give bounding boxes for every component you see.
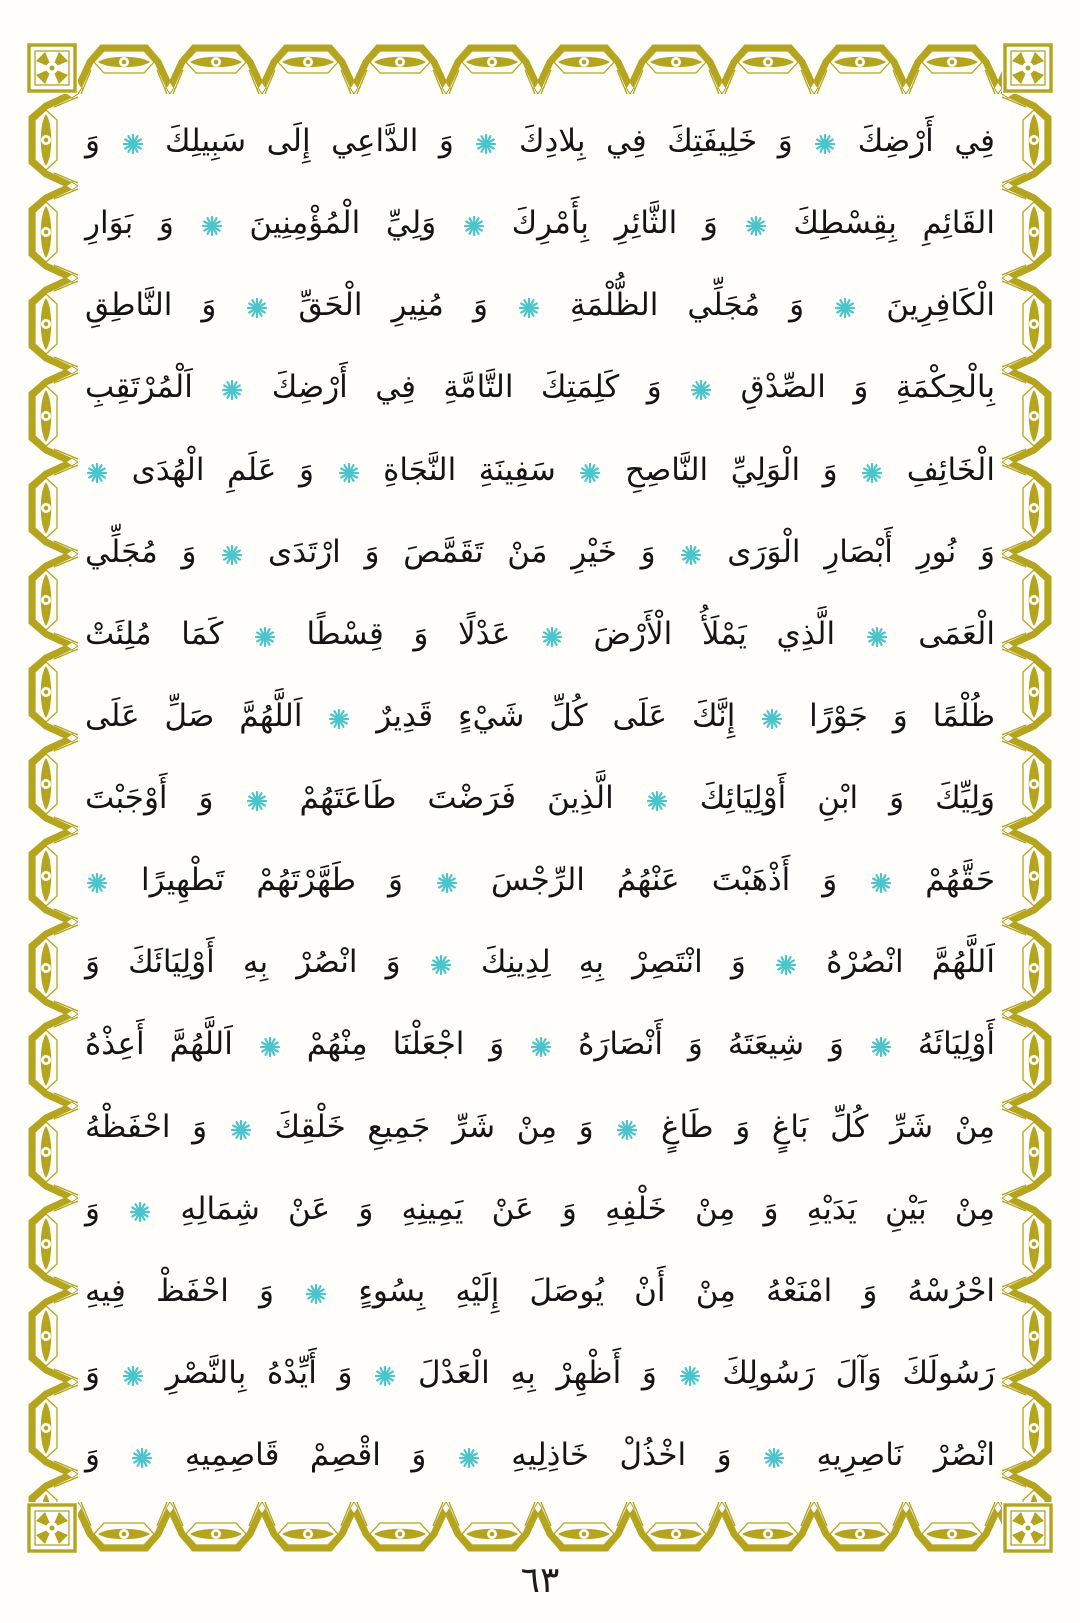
separator-asterisk bbox=[258, 1005, 282, 1083]
border-ornament-top bbox=[78, 42, 1002, 94]
separator-asterisk bbox=[529, 1005, 553, 1083]
asterisk-separator-icon bbox=[531, 1037, 551, 1057]
separator-asterisk bbox=[678, 1334, 702, 1412]
prayer-text-block bbox=[85, 102, 995, 1494]
asterisk-separator-icon bbox=[776, 955, 796, 975]
separator-asterisk bbox=[462, 184, 486, 262]
asterisk-separator-icon bbox=[647, 791, 667, 811]
separator-asterisk bbox=[744, 184, 768, 262]
asterisk-separator-icon bbox=[87, 463, 107, 483]
separator-asterisk bbox=[304, 1252, 328, 1330]
text-line: الْخَائِفِ وَ الْوَلِيِّ النَّاصِحِ سَفِينَةِ النَّجَاةِ وَ عَلَمِ الْهُدَى bbox=[85, 431, 995, 509]
text-line: مِنْ بَيْنِ يَدَيْهِ وَ مِنْ خَلْفِهِ وَ عَنْ يَمِينِهِ وَ عَنْ شِمَالِهِ وَ bbox=[85, 1170, 995, 1248]
asterisk-separator-icon bbox=[260, 1037, 280, 1057]
asterisk-separator-icon bbox=[542, 627, 562, 647]
separator-asterisk bbox=[245, 759, 269, 837]
separator-asterisk bbox=[833, 266, 857, 344]
separator-asterisk bbox=[337, 431, 361, 509]
separator-asterisk bbox=[679, 513, 703, 591]
text-line: بِالْحِكْمَةِ وَ الصِّدْقِ وَ كَلِمَتِكَ التَّامَّةِ فِي أَرْضِكَ اَلْمُرْتَقِبِ bbox=[85, 348, 995, 426]
asterisk-separator-icon bbox=[437, 873, 457, 893]
separator-asterisk bbox=[760, 677, 784, 755]
asterisk-separator-icon bbox=[815, 134, 835, 154]
asterisk-separator-icon bbox=[255, 627, 275, 647]
separator-asterisk bbox=[762, 1416, 786, 1494]
text-line: الْعَمَى الَّذِي يَمْلَأُ الْأَرْضَ عَدْلًا وَ قِسْطًا كَمَا مُلِئَتْ bbox=[85, 595, 995, 673]
corner-ornament-top-right bbox=[1002, 42, 1054, 94]
separator-asterisk bbox=[429, 923, 453, 1001]
asterisk-separator-icon bbox=[202, 216, 222, 236]
asterisk-separator-icon bbox=[123, 134, 143, 154]
asterisk-separator-icon bbox=[746, 216, 766, 236]
asterisk-separator-icon bbox=[375, 1366, 395, 1386]
asterisk-separator-icon bbox=[431, 955, 451, 975]
asterisk-separator-icon bbox=[871, 873, 891, 893]
asterisk-separator-icon bbox=[764, 1448, 784, 1468]
separator-asterisk bbox=[457, 1416, 481, 1494]
text-line: احْرُسْهُ وَ امْنَعْهُ مِنْ أَنْ يُوصَلَ إِلَيْهِ بِسُوءٍ وَ احْفَظْ فِيهِ bbox=[85, 1252, 995, 1330]
border-ornament-bottom bbox=[78, 1502, 1002, 1554]
separator-asterisk bbox=[869, 1005, 893, 1083]
asterisk-separator-icon bbox=[231, 1120, 251, 1140]
separator-asterisk bbox=[253, 595, 277, 673]
separator-asterisk bbox=[200, 184, 224, 262]
asterisk-separator-icon bbox=[459, 1448, 479, 1468]
asterisk-separator-icon bbox=[132, 1448, 152, 1468]
asterisk-separator-icon bbox=[617, 1120, 637, 1140]
corner-ornament-top-left bbox=[26, 42, 78, 94]
asterisk-separator-icon bbox=[222, 545, 242, 565]
asterisk-separator-icon bbox=[247, 298, 267, 318]
asterisk-separator-icon bbox=[476, 134, 496, 154]
asterisk-separator-icon bbox=[130, 1202, 150, 1222]
asterisk-separator-icon bbox=[762, 709, 782, 729]
separator-asterisk bbox=[865, 595, 889, 673]
separator-asterisk bbox=[373, 1334, 397, 1412]
separator-asterisk bbox=[578, 431, 602, 509]
border-ornament-left bbox=[26, 94, 78, 1502]
asterisk-separator-icon bbox=[87, 873, 107, 893]
separator-asterisk bbox=[517, 266, 541, 344]
asterisk-separator-icon bbox=[123, 1366, 143, 1386]
text-line: اَللَّهُمَّ انْصُرْهُ وَ انْتَصِرْ بِهِ لِدِينِكَ وَ انْصُرْ بِهِ أَوْلِيَائَكَ وَ bbox=[85, 923, 995, 1001]
asterisk-separator-icon bbox=[464, 216, 484, 236]
separator-asterisk bbox=[245, 266, 269, 344]
text-line: ظُلْمًا وَ جَوْرًا إِنَّكَ عَلَى كُلِّ شَيْءٍ قَدِيرٌ اَللَّهُمَّ صَلِّ عَلَى bbox=[85, 677, 995, 755]
asterisk-separator-icon bbox=[867, 627, 887, 647]
asterisk-separator-icon bbox=[247, 791, 267, 811]
separator-asterisk bbox=[85, 431, 109, 509]
separator-asterisk bbox=[540, 595, 564, 673]
separator-asterisk bbox=[813, 102, 837, 180]
text-line: رَسُولَكَ وَآلَ رَسُولِكَ وَ أَظْهِرْ بِهِ الْعَدْلَ وَ أَيِّدْهُ بِالنَّصْرِ وَ bbox=[85, 1334, 995, 1412]
separator-asterisk bbox=[689, 348, 713, 426]
asterisk-separator-icon bbox=[519, 298, 539, 318]
asterisk-separator-icon bbox=[580, 463, 600, 483]
separator-asterisk bbox=[774, 923, 798, 1001]
asterisk-separator-icon bbox=[680, 1366, 700, 1386]
text-line: الْكَافِرِينَ وَ مُجَلِّي الظُّلْمَةِ وَ مُنِيرِ الْحَقِّ وَ النَّاطِقِ bbox=[85, 266, 995, 344]
separator-asterisk bbox=[121, 1334, 145, 1412]
separator-asterisk bbox=[220, 348, 244, 426]
asterisk-separator-icon bbox=[862, 463, 882, 483]
corner-ornament-bottom-right bbox=[1002, 1502, 1054, 1554]
text-line: أَوْلِيَائَهُ وَ شِيعَتَهُ وَ أَنْصَارَهُ وَ اجْعَلْنَا مِنْهُمْ اَللَّهُمَّ أَعِذْهُ bbox=[85, 1005, 995, 1083]
asterisk-separator-icon bbox=[691, 380, 711, 400]
separator-asterisk bbox=[121, 102, 145, 180]
separator-asterisk bbox=[85, 841, 109, 919]
separator-asterisk bbox=[869, 841, 893, 919]
border-ornament-right bbox=[1002, 94, 1054, 1502]
asterisk-separator-icon bbox=[306, 1284, 326, 1304]
asterisk-separator-icon bbox=[681, 545, 701, 565]
separator-asterisk bbox=[860, 431, 884, 509]
text-line: انْصُرْ نَاصِرِيهِ وَ اخْذُلْ خَاذِلِيهِ وَ اقْصِمْ قَاصِمِيهِ وَ bbox=[85, 1416, 995, 1494]
text-line: فِي أَرْضِكَ وَ خَلِيفَتِكَ فِي بِلادِكَ وَ الدَّاعِي إِلَى سَبِيلِكَ وَ bbox=[85, 102, 995, 180]
separator-asterisk bbox=[220, 513, 244, 591]
asterisk-separator-icon bbox=[835, 298, 855, 318]
asterisk-separator-icon bbox=[329, 709, 349, 729]
text-line: القَائِمِ بِقِسْطِكَ وَ الثَّائِرِ بِأَمْرِكَ وَلِيِّ الْمُؤْمِنِينَ وَ بَوَارِ bbox=[85, 184, 995, 262]
separator-asterisk bbox=[645, 759, 669, 837]
text-line: حَقَّهُمْ وَ أَذْهَبْتَ عَنْهُمُ الرِّجْسَ وَ طَهَّرْتَهُمْ تَطْهِيرًا bbox=[85, 841, 995, 919]
text-line: وَلِيِّكَ وَ ابْنِ أَوْلِيَائِكَ الَّذِينَ فَرَضْتَ طَاعَتَهُمْ وَ أَوْجَبْتَ bbox=[85, 759, 995, 837]
separator-asterisk bbox=[128, 1170, 152, 1248]
separator-asterisk bbox=[615, 1088, 639, 1166]
asterisk-separator-icon bbox=[871, 1037, 891, 1057]
separator-asterisk bbox=[130, 1416, 154, 1494]
page-number: ٦٣ bbox=[520, 1560, 560, 1601]
text-line: وَ نُورِ أَبْصَارِ الْوَرَى وَ خَيْرِ مَنْ تَقَمَّصَ وَ ارْتَدَى وَ مُجَلِّي bbox=[85, 513, 995, 591]
asterisk-separator-icon bbox=[222, 380, 242, 400]
text-line: مِنْ شَرِّ كُلِّ بَاغٍ وَ طَاغٍ وَ مِنْ شَرِّ جَمِيعِ خَلْقِكَ وَ احْفَظْهُ bbox=[85, 1088, 995, 1166]
separator-asterisk bbox=[435, 841, 459, 919]
separator-asterisk bbox=[327, 677, 351, 755]
asterisk-separator-icon bbox=[339, 463, 359, 483]
corner-ornament-bottom-left bbox=[26, 1502, 78, 1554]
separator-asterisk bbox=[474, 102, 498, 180]
separator-asterisk bbox=[229, 1088, 253, 1166]
